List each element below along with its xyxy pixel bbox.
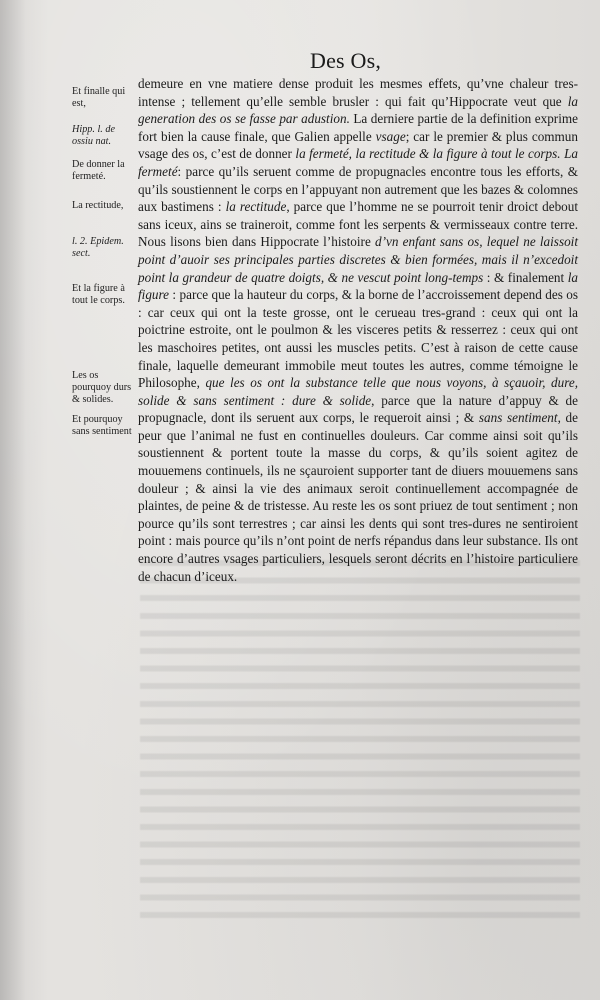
body-italic: la rectitude [225, 199, 287, 215]
margin-note-os-durs: Les os pourquoy durs & solides. [72, 370, 132, 405]
running-head: Des Os, [310, 48, 382, 73]
body-text: : parce qu’ils seruent comme de propugnacles encontre tous les efforts, & qu’ils soustiennent le corps en l’appuyant non autrement que les bazes & colomnes aux bastimens : [138, 163, 578, 215]
body-italic: la figure [138, 269, 579, 303]
body-paragraph [138, 75, 578, 585]
margin-note-figure: Et la figure à tout le corps. [72, 283, 125, 306]
margin-note-fermete: De donner la fermeté. [72, 159, 125, 182]
body-italic: La fermeté [138, 146, 578, 179]
body-italic: la generation des os se fasse par adustion. [138, 93, 578, 127]
margin-note-epidem-reference: l. 2. Epidem. sect. [72, 236, 124, 259]
body-italic: que les os ont la substance telle que nous voyons, à sçauoir, dure, solide & sans sentiment : dure & solide [138, 375, 578, 408]
body-text: : & finalement [483, 269, 568, 285]
body-text: ; car le premier & plus commun vsage des os, c’est de donner [138, 128, 578, 162]
margin-note-rectitude: La rectitude, [72, 200, 124, 211]
body-italic: d’vn enfant sans os, lequel ne laissoit point d’auoir ses principales parties discretes & bien formées, mais il n’excedoit point la grandeur de quatre doigts, & ne vescut point long-temps [138, 234, 578, 285]
margin-note-sans-sentiment: Et pourquoy sans sentiment [72, 414, 132, 437]
page-gutter-shadow [0, 0, 26, 1000]
body-text: : parce que la hauteur du corps, & la borne de l’accroissement depend des os : car ceux qui ont la teste grosse, ont le cerueau tres-grand : ceux qui ont la poictrine estroite, ont le poulmon & les visceres petits & resserrez : ceux qui ont les maschoires petites, ont aussi les muscles petits. C’est à raison de cette cause finale, laquelle demeurant immobile meut toutes les autres, comme témoigne le Philosophe, [138, 287, 578, 391]
body-text: , parce que l’homme ne se pourroit tenir droict debout sans iceux, ains se traineroit, comme font les serpents & vermisseaux contre terre. Nous lisons bien dans Hippocrate l’histoire [138, 199, 579, 250]
margin-note-finale: Et finalle qui est, [72, 86, 126, 109]
body-text: , de peur que l’animal ne fust en continuelles douleurs. Car comme ainsi soit qu’ils soustiennent & portent toute la masse du corps, & qu’ils soient agitez de mouuemens continuels, ils ne sçauroient supporter tant de diuers mouuemens sans douleur ; & ainsi la vie des animaux seroit continuellement accompagnée de plaintes, de peine & de tristesse. Au reste les os sont priuez de tout sentiment ; non pource qu’ils sont terrestres ; car ainsi les dents qui sont tres-dures ne sentiroient point : mais pource qu’ils n’ont point de nerfs répandus dans leur substance. Ils ont encore d’autres vsages particuliers, lesquels seront décrits en l’histoire particuliere de chacun d’iceux. [138, 410, 578, 584]
body-italic: vsage [375, 128, 406, 144]
show-through-ink [140, 560, 580, 920]
margin-note-hipp-reference: Hipp. l. de ossiu nat. [72, 124, 116, 147]
body-text: , parce que la nature d’appuy & de propugnacle, dont ils seruent aux corps, le requeroit ainsi ; & [138, 392, 578, 426]
body-italic: la fermeté, la rectitude & la figure à tout le corps. [295, 146, 561, 162]
body-italic: sans sentiment [478, 410, 558, 426]
body-text: demeure en vne matiere dense produit les mesmes effets, qu’vne chaleur tres-intense ; tellement qu’elle semble brusler : qui fait qu’Hippocrate veut que [138, 76, 578, 109]
body-text: La derniere partie de la definition exprime fort bien la cause finale, que Galien appelle [138, 111, 578, 144]
